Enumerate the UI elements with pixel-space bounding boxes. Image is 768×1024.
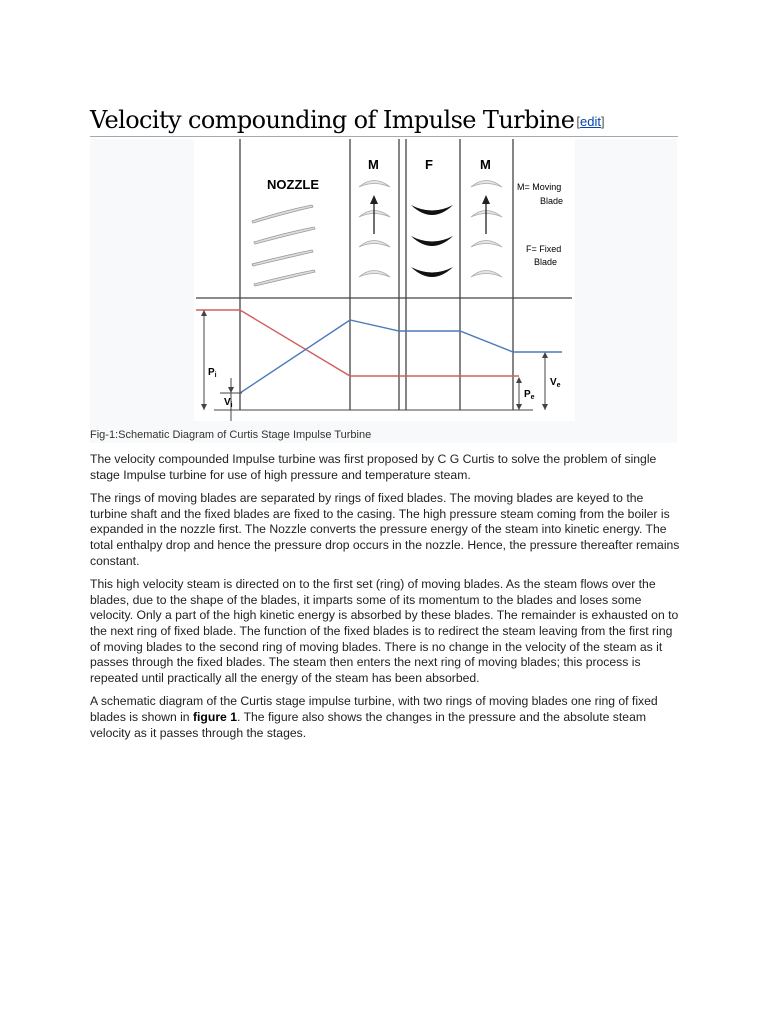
diagram-svg bbox=[194, 139, 575, 421]
article-body bbox=[90, 452, 680, 749]
arrow-head-icon bbox=[228, 387, 234, 393]
arrow-head-icon bbox=[542, 404, 548, 410]
vi-label: $V_i$ bbox=[224, 397, 233, 409]
paragraph: The velocity compounded Impulse turbine was first proposed by C G Curtis to solve the problem of single stage Impulse turbine for use of high pressure and temperature steam. bbox=[90, 452, 657, 482]
paragraph: The rings of moving blades are separated by rings of fixed blades. The moving blades are keyed to the turbine shaft and the fixed blades are fixed to the casing. The high pressure steam coming from the boiler is expanded in the nozzle first. The Nozzle converts the pressure energy of the steam into kinetic energy. The total enthalpy drop and hence the pressure drop occurs in the nozzle. Hence, the pressure thereafter remains constant. bbox=[90, 491, 680, 568]
arrow-head-icon bbox=[370, 195, 378, 204]
page-title: Velocity compounding of Impulse Turbine bbox=[90, 106, 575, 134]
fixed-label: F bbox=[425, 157, 433, 172]
arrow-head-icon bbox=[201, 404, 207, 410]
nozzle-label: NOZZLE bbox=[267, 177, 319, 192]
arrow-head-icon bbox=[482, 195, 490, 204]
pe-label: $P_e$ bbox=[524, 389, 535, 401]
legend-fixed-1: F= Fixed bbox=[526, 244, 562, 254]
legend-moving-1: M= Moving bbox=[517, 182, 562, 192]
figure-caption: Fig-1:Schematic Diagram of Curtis Stage Impulse Turbine bbox=[90, 429, 372, 441]
figure-box bbox=[90, 139, 677, 443]
arrow-head-icon bbox=[516, 404, 522, 410]
edit-link[interactable]: edit bbox=[579, 114, 601, 129]
moving-label-1: M bbox=[368, 157, 379, 172]
pressure-line bbox=[196, 310, 519, 376]
fixed-blades bbox=[411, 205, 453, 277]
legend-fixed-2: Blade bbox=[534, 257, 558, 267]
paragraph: This high velocity steam is directed on to the first set (ring) of moving blades. As the steam flows over the blades, due to the shape of the blades, it imparts some of its momentum to the blades and loses some velocity. Only a part of the high kinetic energy is absorbed by these blades. The remainder is exhausted on to the next ring of fixed blade. The function of the fixed blades is to redirect the steam leaving from the first ring of moving blades to the second ring of moving blades. There is no change in the velocity of the steam as it passes through the fixed blades. The steam then enters the next ring of moving blades; this process is repeated until practically all the energy of the steam has been absorbed. bbox=[90, 577, 679, 685]
edit-section: [edit] bbox=[576, 114, 605, 129]
arrow-head-icon bbox=[201, 310, 207, 316]
pi-label: $P_i$ bbox=[208, 367, 217, 379]
curtis-stage-diagram bbox=[194, 139, 575, 421]
arrow-head-icon bbox=[542, 352, 548, 358]
arrow-head-icon bbox=[516, 377, 522, 383]
velocity-line bbox=[240, 320, 562, 393]
figure-reference: figure 1 bbox=[192, 709, 238, 724]
section-heading bbox=[90, 104, 678, 137]
nozzle-blades bbox=[252, 205, 315, 286]
ve-label: $V_e$ bbox=[550, 377, 561, 389]
paragraph: A schematic diagram of the Curtis stage impulse turbine, with two rings of moving blades one ring of fixed blades is shown in figure 1. The figure also shows the changes in the pressure and the absolute steam velocity as it passes through the stages. bbox=[90, 694, 658, 740]
moving-label-2: M bbox=[480, 157, 491, 172]
legend-moving-2: Blade bbox=[540, 196, 564, 206]
